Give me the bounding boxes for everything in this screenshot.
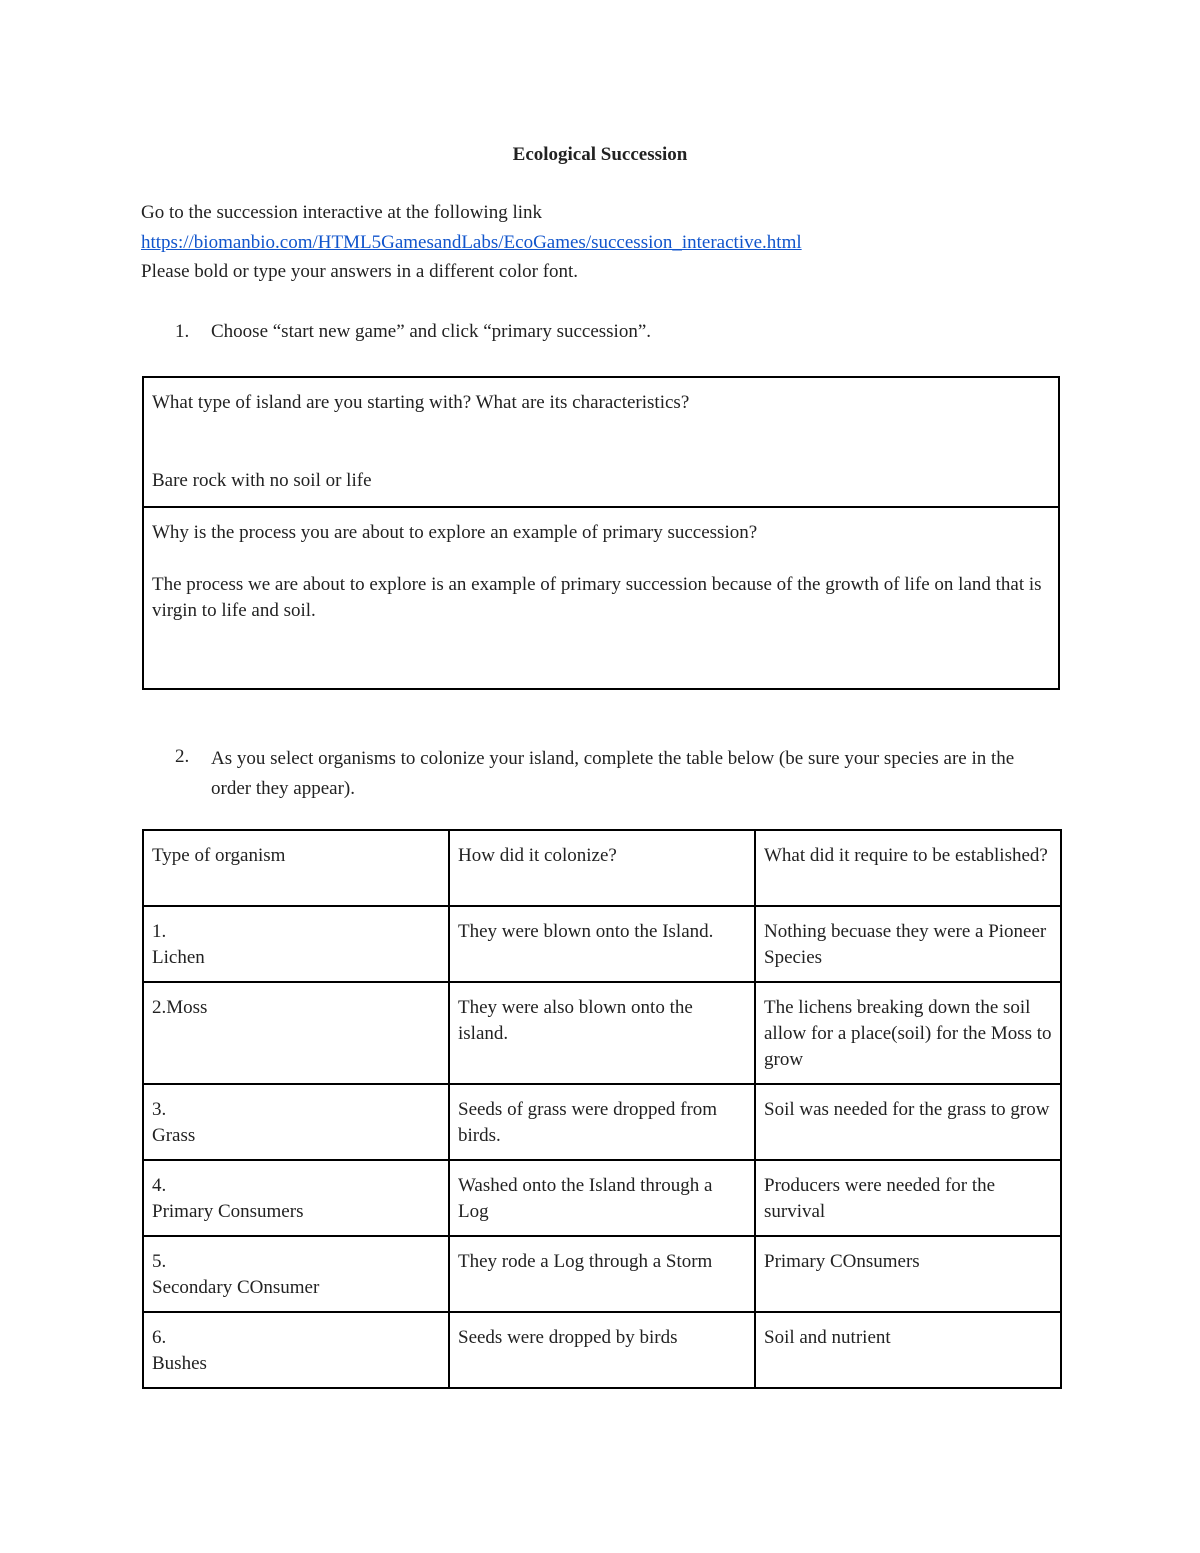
require-cell[interactable]: The lichens breaking down the soil allow for a place(soil) for the Moss to grow	[755, 982, 1061, 1084]
row-number: 6.	[152, 1327, 167, 1348]
organism-name: Grass	[152, 1125, 196, 1146]
qa-table	[142, 376, 1060, 690]
organism-name: Primary Consumers	[152, 1201, 304, 1222]
qa-cell-island-type[interactable]	[143, 377, 1059, 507]
organism-name: Bushes	[152, 1353, 207, 1374]
row-number: 3.	[152, 1099, 167, 1120]
organism-name: Secondary COnsumer	[152, 1277, 320, 1298]
question-item-2	[175, 744, 1055, 804]
header-cell: What did it require to be established?	[755, 830, 1061, 906]
row-number: 2.	[152, 997, 167, 1018]
table-row	[143, 982, 1061, 1084]
table-row	[143, 1236, 1061, 1312]
require-cell[interactable]: Primary COnsumers	[755, 1236, 1061, 1312]
interactive-link[interactable]: https://biomanbio.com/HTML5GamesandLabs/EcoGames/succession_interactive.html	[141, 232, 802, 253]
qa-cell-primary-succession[interactable]	[143, 507, 1059, 689]
qa-question: Why is the process you are about to explore an example of primary succession?	[152, 522, 758, 543]
colonize-cell[interactable]: Washed onto the Island through a Log	[449, 1160, 755, 1236]
item-text: Choose “start new game” and click “primary succession”.	[211, 321, 652, 342]
colonize-cell[interactable]: Seeds of grass were dropped from birds.	[449, 1084, 755, 1160]
organism-cell[interactable]	[143, 982, 449, 1084]
table-header-row	[143, 830, 1061, 906]
organism-name: Moss	[166, 997, 208, 1018]
organism-cell[interactable]	[143, 1236, 449, 1312]
table-row	[143, 1160, 1061, 1236]
item-number: 2.	[175, 746, 190, 767]
row-number: 1.	[152, 921, 167, 942]
table-row	[143, 906, 1061, 982]
table-row	[143, 1312, 1061, 1388]
require-cell[interactable]: Producers were needed for the survival	[755, 1160, 1061, 1236]
header-cell: How did it colonize?	[449, 830, 755, 906]
require-cell[interactable]: Nothing becuase they were a Pioneer Species	[755, 906, 1061, 982]
qa-question: What type of island are you starting with? What are its characteristics?	[152, 392, 690, 413]
row-number: 5.	[152, 1251, 167, 1272]
organism-name: Lichen	[152, 947, 205, 968]
colonize-cell[interactable]: They rode a Log through a Storm	[449, 1236, 755, 1312]
organism-cell[interactable]	[143, 1084, 449, 1160]
answer-format-note: Please bold or type your answers in a different color font.	[141, 261, 579, 282]
organism-cell[interactable]	[143, 906, 449, 982]
intro-instruction: Go to the succession interactive at the following link	[141, 202, 543, 223]
organism-cell[interactable]	[143, 1312, 449, 1388]
header-cell: Type of organism	[143, 830, 449, 906]
qa-answer: Bare rock with no soil or life	[152, 470, 372, 491]
page-title: Ecological Succession	[512, 144, 688, 165]
qa-answer: The process we are about to explore is an example of primary succession because of the growth of life on land that is virgin to life and soil.	[152, 574, 1042, 621]
organism-table	[142, 829, 1062, 1389]
require-cell[interactable]: Soil and nutrient	[755, 1312, 1061, 1388]
question-item-1	[175, 319, 1055, 345]
row-number: 4.	[152, 1175, 167, 1196]
colonize-cell[interactable]: Seeds were dropped by birds	[449, 1312, 755, 1388]
require-cell[interactable]: Soil was needed for the grass to grow	[755, 1084, 1061, 1160]
colonize-cell[interactable]: They were blown onto the Island.	[449, 906, 755, 982]
table-row	[143, 1084, 1061, 1160]
organism-cell[interactable]	[143, 1160, 449, 1236]
item-text: As you select organisms to colonize your island, complete the table below (be sure your species are in the order they appear).	[211, 748, 1015, 799]
colonize-cell[interactable]: They were also blown onto the island.	[449, 982, 755, 1084]
item-number: 1.	[175, 321, 190, 342]
